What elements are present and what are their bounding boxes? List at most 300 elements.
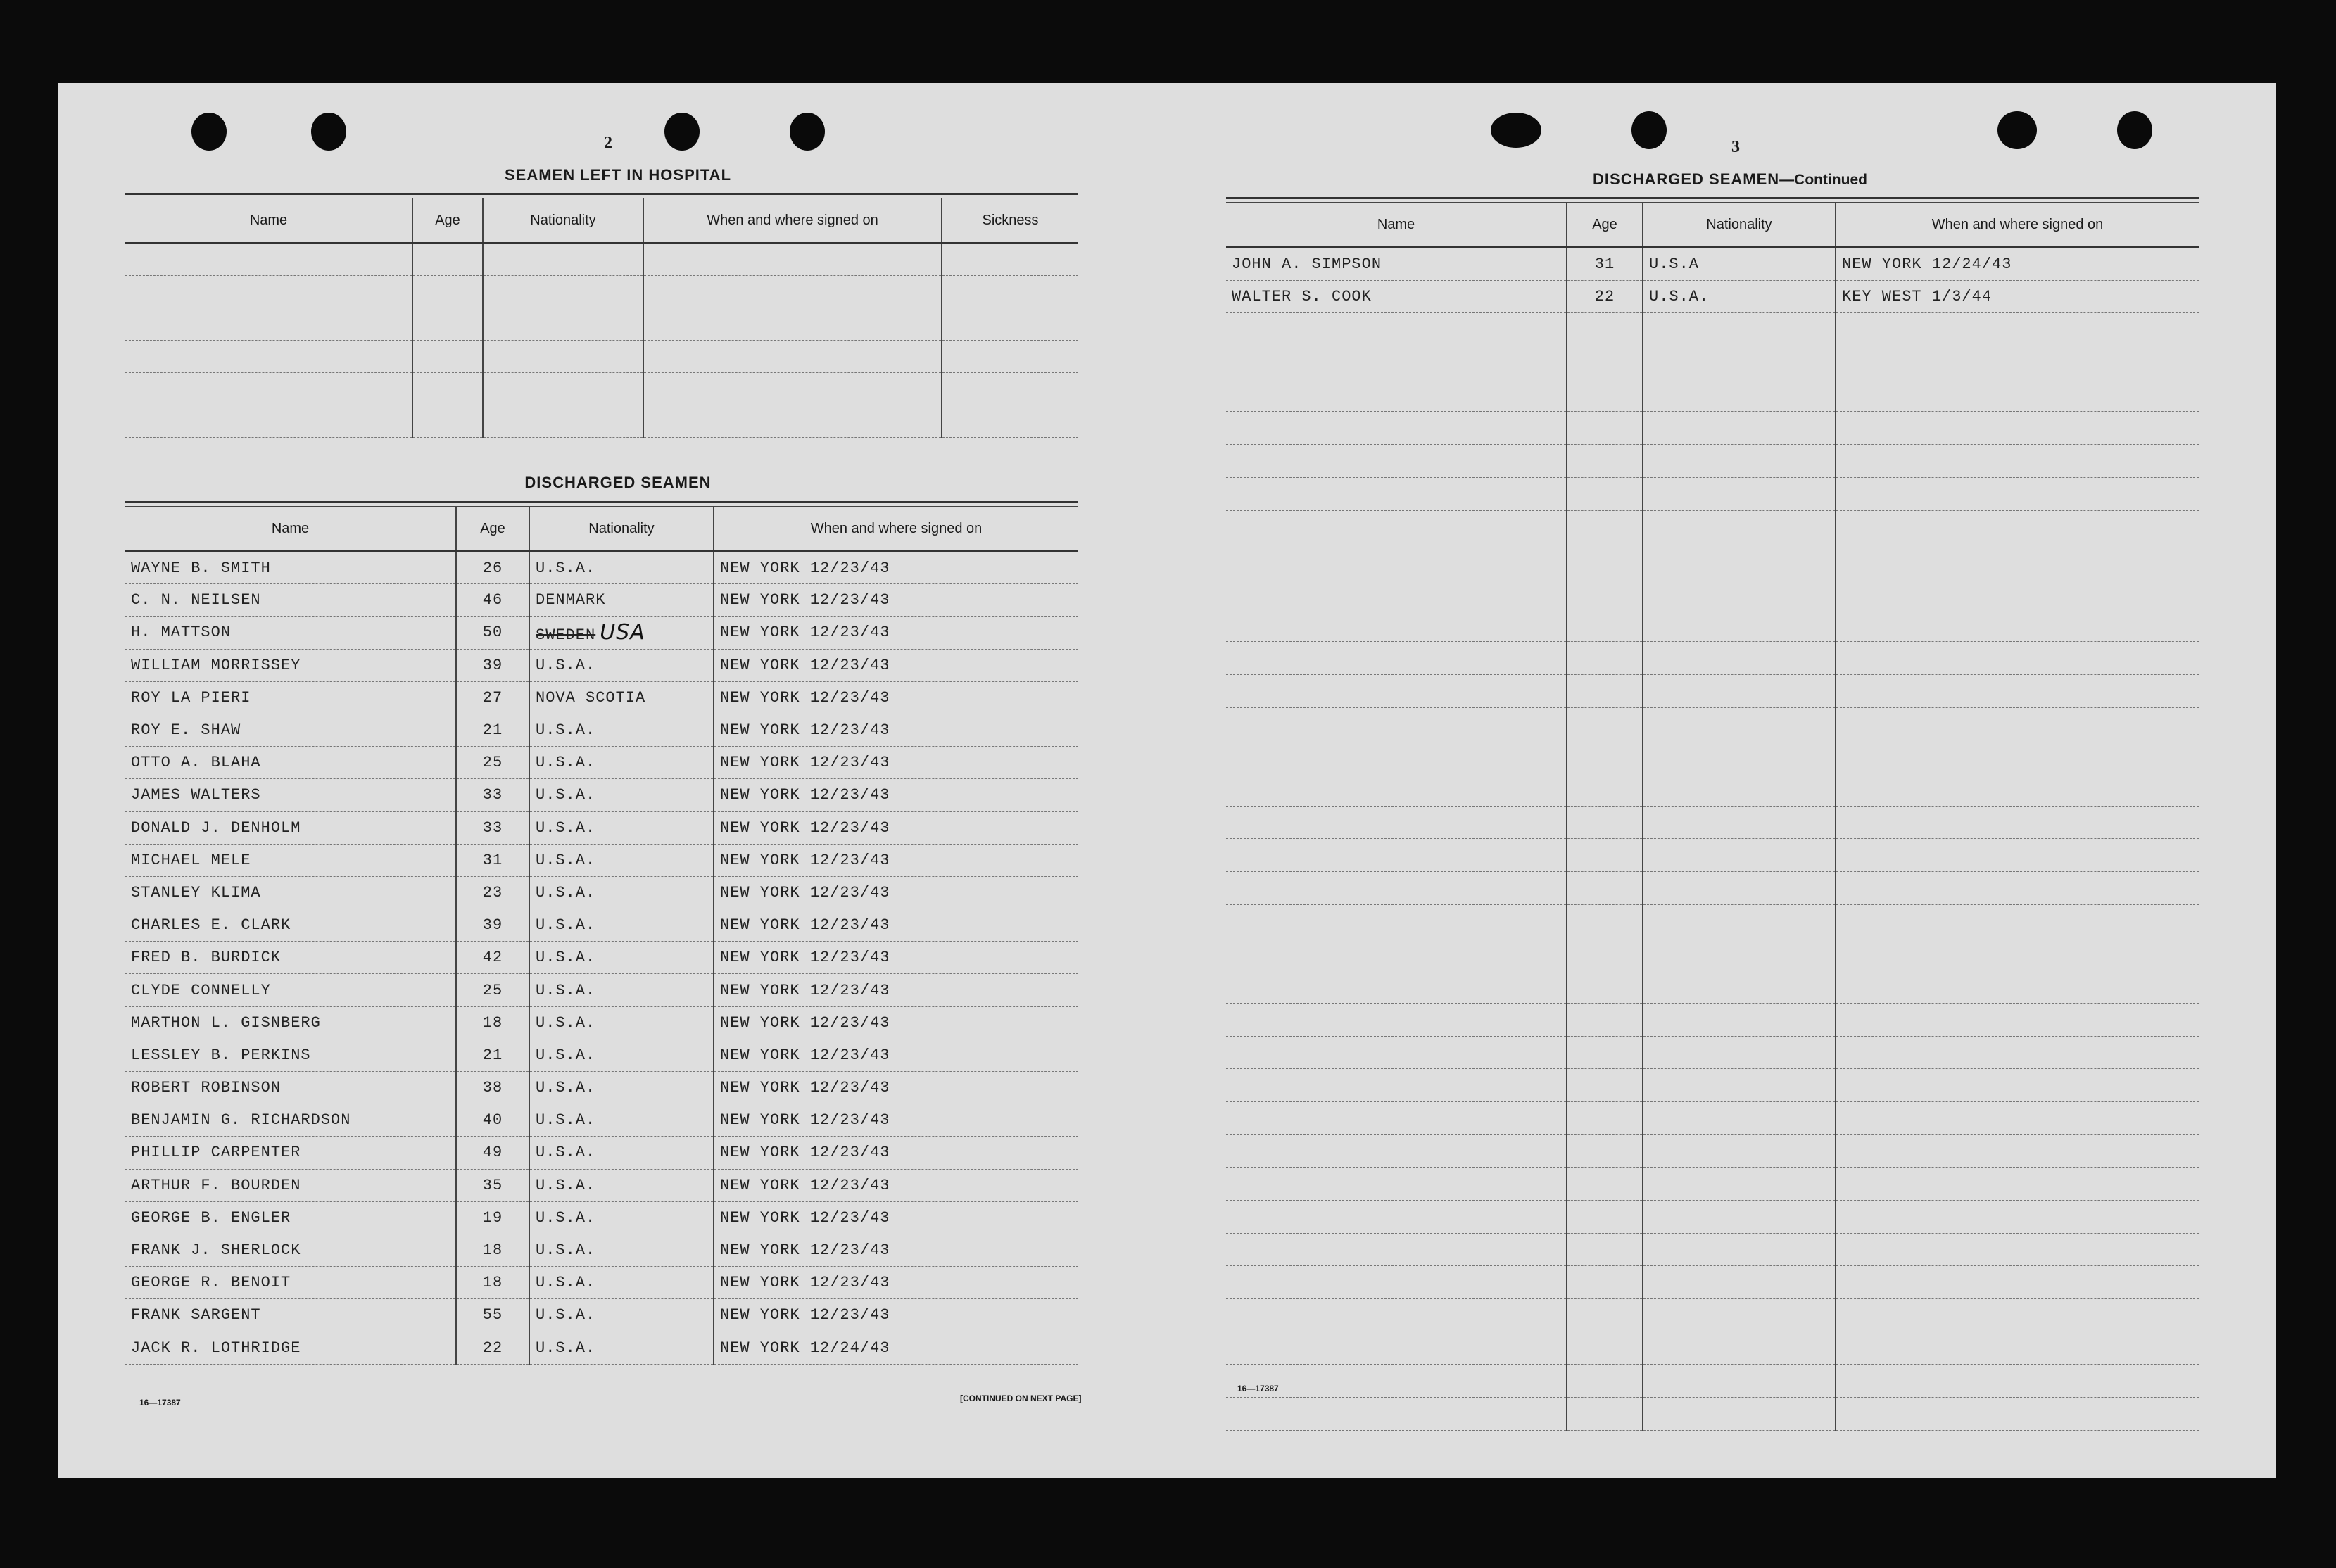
nationality-text: U.S.A. [536, 656, 596, 674]
empty-cell [1567, 773, 1643, 807]
empty-cell [1643, 445, 1836, 478]
table-row [1226, 1365, 2199, 1398]
seaman-name: MICHAEL MELE [125, 844, 456, 876]
empty-cell [1643, 904, 1836, 937]
empty-cell [1226, 1266, 1567, 1299]
table-row [125, 1299, 1078, 1332]
seaman-name: ARTHUR F. BOURDEN [125, 1169, 456, 1201]
empty-cell [1226, 1332, 1567, 1365]
seaman-signed-on: NEW YORK 12/23/43 [714, 1299, 1078, 1332]
nationality-text: U.S.A. [536, 754, 596, 772]
empty-cell [643, 308, 942, 341]
seaman-name: JOHN A. SIMPSON [1226, 248, 1567, 281]
empty-cell [1836, 1036, 2199, 1069]
empty-cell [1836, 740, 2199, 773]
table-row [125, 942, 1078, 974]
punch-hole [1631, 111, 1667, 149]
punch-hole [664, 113, 700, 151]
empty-cell [1836, 904, 2199, 937]
seaman-signed-on: NEW YORK 12/23/43 [714, 552, 1078, 584]
nationality-text: SWEDEN [536, 626, 596, 645]
seaman-nationality [529, 811, 714, 844]
seaman-nationality [529, 1072, 714, 1104]
table-row [1226, 1069, 2199, 1102]
empty-cell [125, 341, 412, 373]
empty-cell [1836, 445, 2199, 478]
empty-cell [1226, 412, 1567, 445]
empty-cell [412, 244, 483, 276]
empty-cell [1567, 674, 1643, 707]
empty-cell [1567, 707, 1643, 740]
punch-hole [1997, 111, 2037, 149]
empty-cell [1567, 346, 1643, 379]
seaman-name: BENJAMIN G. RICHARDSON [125, 1104, 456, 1137]
column-header: Nationality [483, 198, 643, 244]
empty-cell [1836, 576, 2199, 609]
seaman-nationality [529, 974, 714, 1006]
seaman-nationality [529, 552, 714, 584]
empty-cell [1643, 872, 1836, 905]
empty-cell [125, 373, 412, 405]
seaman-signed-on: NEW YORK 12/23/43 [714, 1201, 1078, 1234]
punch-hole [1491, 113, 1541, 148]
empty-cell [125, 405, 412, 438]
table-row [125, 1072, 1078, 1104]
empty-cell [1836, 346, 2199, 379]
empty-cell [1226, 707, 1567, 740]
table-row [125, 373, 1078, 405]
empty-cell [643, 405, 942, 438]
empty-cell [1836, 642, 2199, 675]
empty-cell [1226, 1003, 1567, 1036]
empty-cell [1567, 477, 1643, 510]
seaman-name: WAYNE B. SMITH [125, 552, 456, 584]
seaman-age: 25 [456, 747, 529, 779]
seaman-name: GEORGE B. ENGLER [125, 1201, 456, 1234]
table-row [125, 909, 1078, 942]
empty-cell [1226, 970, 1567, 1004]
column-header: Name [125, 198, 412, 244]
table-row [1226, 609, 2199, 642]
form-number: 16—17387 [139, 1398, 181, 1408]
empty-cell [1643, 412, 1836, 445]
seaman-nationality [529, 649, 714, 681]
table-row [125, 747, 1078, 779]
table-row [125, 681, 1078, 714]
empty-cell [942, 373, 1078, 405]
empty-cell [1836, 1233, 2199, 1266]
seaman-nationality [529, 1137, 714, 1169]
empty-cell [1226, 1069, 1567, 1102]
empty-cell [412, 341, 483, 373]
seaman-signed-on: NEW YORK 12/23/43 [714, 714, 1078, 746]
seaman-signed-on: NEW YORK 12/23/43 [714, 1234, 1078, 1266]
empty-cell [1226, 477, 1567, 510]
empty-cell [1643, 1332, 1836, 1365]
seaman-signed-on: NEW YORK 12/23/43 [714, 1169, 1078, 1201]
empty-cell [1643, 1101, 1836, 1134]
empty-cell [1836, 1069, 2199, 1102]
seaman-age: 40 [456, 1104, 529, 1137]
seaman-signed-on: NEW YORK 12/23/43 [714, 1039, 1078, 1071]
table-row [1226, 642, 2199, 675]
empty-cell [1643, 510, 1836, 543]
column-header: When and where signed on [643, 198, 942, 244]
nationality-text: U.S.A. [536, 1208, 596, 1227]
empty-cell [483, 276, 643, 308]
empty-cell [1643, 970, 1836, 1004]
seaman-age: 31 [456, 844, 529, 876]
seaman-age: 42 [456, 942, 529, 974]
seaman-nationality [529, 584, 714, 617]
empty-cell [483, 341, 643, 373]
empty-cell [1643, 1299, 1836, 1332]
section-rule [125, 501, 1078, 507]
empty-cell [1226, 313, 1567, 346]
ledger-sheet [58, 83, 2276, 1478]
seaman-signed-on: NEW YORK 12/23/43 [714, 1137, 1078, 1169]
discharged-section-title: DISCHARGED SEAMEN [524, 474, 712, 491]
empty-cell [1226, 740, 1567, 773]
table-row [125, 779, 1078, 811]
empty-cell [1567, 970, 1643, 1004]
seaman-age: 31 [1567, 248, 1643, 281]
nationality-text: U.S.A. [536, 1306, 596, 1324]
seaman-nationality [529, 1234, 714, 1266]
empty-cell [1567, 1069, 1643, 1102]
seaman-age: 39 [456, 909, 529, 942]
section-rule [125, 193, 1078, 198]
empty-cell [1226, 576, 1567, 609]
table-row [1226, 674, 2199, 707]
nationality-text: U.S.A. [536, 1046, 596, 1064]
page-number: 3 [1731, 138, 1740, 156]
nationality-text: DENMARK [536, 591, 606, 609]
empty-cell [1836, 412, 2199, 445]
table-row [125, 405, 1078, 438]
empty-cell [1226, 642, 1567, 675]
table-row [1226, 740, 2199, 773]
table-row [1226, 510, 2199, 543]
seaman-name: PHILLIP CARPENTER [125, 1137, 456, 1169]
seaman-nationality [529, 1299, 714, 1332]
seaman-age: 19 [456, 1201, 529, 1234]
table-row [125, 308, 1078, 341]
table-row [125, 1201, 1078, 1234]
column-header: Nationality [1643, 203, 1836, 248]
empty-cell [1643, 1168, 1836, 1201]
column-header: Age [412, 198, 483, 244]
nationality-text: NOVA SCOTIA [536, 688, 646, 707]
column-header: Age [1567, 203, 1643, 248]
empty-cell [1226, 543, 1567, 576]
seaman-signed-on: NEW YORK 12/23/43 [714, 1104, 1078, 1137]
table-row [1226, 379, 2199, 412]
seaman-name: ROY LA PIERI [125, 681, 456, 714]
table-row [1226, 543, 2199, 576]
empty-cell [1643, 674, 1836, 707]
table-row [125, 811, 1078, 844]
seaman-name: ROBERT ROBINSON [125, 1072, 456, 1104]
seaman-signed-on: NEW YORK 12/23/43 [714, 974, 1078, 1006]
seaman-age: 50 [456, 617, 529, 649]
nationality-text: U.S.A. [536, 1241, 596, 1260]
column-header: Name [125, 507, 456, 552]
empty-cell [1226, 609, 1567, 642]
seaman-age: 49 [456, 1137, 529, 1169]
seaman-name: OTTO A. BLAHA [125, 747, 456, 779]
seaman-name: MARTHON L. GISNBERG [125, 1006, 456, 1039]
handwritten-correction: USA [600, 620, 645, 645]
empty-cell [1567, 937, 1643, 970]
discharged-table [125, 507, 1078, 1365]
seaman-name: WALTER S. COOK [1226, 280, 1567, 313]
empty-cell [1643, 1266, 1836, 1299]
empty-cell [1226, 806, 1567, 839]
page-number: 2 [604, 134, 612, 152]
empty-cell [1567, 1266, 1643, 1299]
empty-cell [1643, 1233, 1836, 1266]
seaman-signed-on: NEW YORK 12/23/43 [714, 584, 1078, 617]
empty-cell [1643, 839, 1836, 872]
empty-cell [1567, 1200, 1643, 1233]
table-row [1226, 1299, 2199, 1332]
empty-cell [1226, 1398, 1567, 1431]
table-row [1226, 904, 2199, 937]
empty-cell [942, 308, 1078, 341]
table-row [1226, 806, 2199, 839]
empty-cell [1567, 1134, 1643, 1168]
empty-cell [1836, 937, 2199, 970]
seaman-signed-on: NEW YORK 12/23/43 [714, 1006, 1078, 1039]
empty-cell [1226, 510, 1567, 543]
empty-cell [1567, 839, 1643, 872]
seaman-signed-on: NEW YORK 12/23/43 [714, 1267, 1078, 1299]
seaman-name: GEORGE R. BENOIT [125, 1267, 456, 1299]
table-row [125, 649, 1078, 681]
empty-cell [1836, 773, 2199, 807]
empty-cell [1226, 1200, 1567, 1233]
column-header: When and where signed on [1836, 203, 2199, 248]
seaman-nationality [529, 876, 714, 909]
empty-cell [1643, 707, 1836, 740]
empty-cell [1226, 872, 1567, 905]
nationality-text: U.S.A. [536, 721, 596, 740]
table-row [1226, 445, 2199, 478]
empty-cell [942, 276, 1078, 308]
table-row [1226, 1101, 2199, 1134]
table-row [125, 1332, 1078, 1364]
seaman-nationality [529, 942, 714, 974]
table-row [1226, 313, 2199, 346]
table-row [1226, 839, 2199, 872]
nationality-text: U.S.A. [536, 1079, 596, 1097]
column-header: When and where signed on [714, 507, 1078, 552]
hospital-section-title: SEAMEN LEFT IN HOSPITAL [504, 166, 732, 184]
empty-cell [1643, 313, 1836, 346]
empty-cell [1567, 445, 1643, 478]
seaman-age: 33 [456, 779, 529, 811]
empty-cell [1836, 1365, 2199, 1398]
seaman-name: LESSLEY B. PERKINS [125, 1039, 456, 1071]
empty-cell [1836, 1398, 2199, 1431]
seaman-signed-on: NEW YORK 12/23/43 [714, 747, 1078, 779]
seaman-name: JACK R. LOTHRIDGE [125, 1332, 456, 1364]
table-row [1226, 707, 2199, 740]
nationality-text: U.S.A. [536, 818, 596, 837]
empty-cell [1643, 477, 1836, 510]
empty-cell [643, 373, 942, 405]
seaman-age: 35 [456, 1169, 529, 1201]
punch-hole [2117, 111, 2152, 149]
table-row [1226, 937, 2199, 970]
empty-cell [1836, 313, 2199, 346]
empty-cell [1836, 674, 2199, 707]
empty-cell [1643, 1200, 1836, 1233]
seaman-signed-on: NEW YORK 12/23/43 [714, 811, 1078, 844]
empty-cell [1643, 1003, 1836, 1036]
empty-cell [1567, 1365, 1643, 1398]
table-row [1226, 576, 2199, 609]
seaman-nationality [529, 714, 714, 746]
seaman-signed-on: NEW YORK 12/23/43 [714, 617, 1078, 649]
empty-cell [1226, 1101, 1567, 1134]
empty-cell [1226, 1168, 1567, 1201]
empty-cell [1836, 609, 2199, 642]
empty-cell [1643, 576, 1836, 609]
empty-cell [1567, 1233, 1643, 1266]
table-row [1226, 1134, 2199, 1168]
table-row [1226, 1168, 2199, 1201]
seaman-name: CLYDE CONNELLY [125, 974, 456, 1006]
seaman-age: 18 [456, 1234, 529, 1266]
column-header: Name [1226, 203, 1567, 248]
empty-cell [412, 373, 483, 405]
column-header: Sickness [942, 198, 1078, 244]
nationality-text: U.S.A. [536, 786, 596, 804]
seaman-nationality [529, 1039, 714, 1071]
empty-cell [1567, 412, 1643, 445]
empty-cell [942, 405, 1078, 438]
table-row [125, 552, 1078, 584]
empty-cell [1643, 1069, 1836, 1102]
discharged-continued-table [1226, 203, 2199, 1431]
empty-cell [1567, 510, 1643, 543]
seaman-nationality [529, 681, 714, 714]
seaman-age: 21 [456, 1039, 529, 1071]
nationality-text: U.S.A. [536, 559, 596, 577]
seaman-age: 18 [456, 1006, 529, 1039]
empty-cell [643, 244, 942, 276]
seaman-name: C. N. NEILSEN [125, 584, 456, 617]
empty-cell [1643, 1365, 1836, 1398]
seaman-name: JAMES WALTERS [125, 779, 456, 811]
empty-cell [1226, 839, 1567, 872]
empty-cell [1226, 1036, 1567, 1069]
discharged-continued-title [1226, 170, 2234, 189]
seaman-age: 55 [456, 1299, 529, 1332]
form-number: 16—17387 [1237, 1384, 1279, 1393]
empty-cell [1836, 872, 2199, 905]
empty-cell [1643, 1134, 1836, 1168]
nationality-text: U.S.A. [536, 1176, 596, 1194]
empty-cell [1836, 806, 2199, 839]
empty-cell [1567, 872, 1643, 905]
table-row [1226, 280, 2199, 313]
table-row [125, 844, 1078, 876]
seaman-age: 25 [456, 974, 529, 1006]
seaman-age: 22 [1567, 280, 1643, 313]
table-row [1226, 872, 2199, 905]
column-header: Nationality [529, 507, 714, 552]
seaman-nationality [529, 1332, 714, 1364]
empty-cell [1567, 1332, 1643, 1365]
empty-cell [1836, 1101, 2199, 1134]
table-row [1226, 1266, 2199, 1299]
empty-cell [483, 405, 643, 438]
empty-cell [643, 276, 942, 308]
empty-cell [1643, 773, 1836, 807]
seaman-signed-on: NEW YORK 12/23/43 [714, 909, 1078, 942]
nationality-text: U.S.A. [536, 1111, 596, 1130]
nationality-text: U.S.A. [536, 1274, 596, 1292]
table-row [1226, 773, 2199, 807]
empty-cell [125, 276, 412, 308]
empty-cell [1567, 576, 1643, 609]
title-main: DISCHARGED SEAMEN [1593, 170, 1780, 188]
empty-cell [942, 244, 1078, 276]
empty-cell [942, 341, 1078, 373]
table-row [125, 1267, 1078, 1299]
table-row [125, 1234, 1078, 1266]
seaman-age: 39 [456, 649, 529, 681]
empty-cell [1643, 1398, 1836, 1431]
empty-cell [1567, 806, 1643, 839]
seaman-name: WILLIAM MORRISSEY [125, 649, 456, 681]
seaman-signed-on: NEW YORK 12/24/43 [1836, 248, 2199, 281]
title-continued: —Continued [1779, 172, 1867, 188]
empty-cell [1643, 346, 1836, 379]
seaman-signed-on: NEW YORK 12/23/43 [714, 876, 1078, 909]
table-row [1226, 477, 2199, 510]
seaman-age: 18 [456, 1267, 529, 1299]
seaman-age: 33 [456, 811, 529, 844]
seaman-nationality [529, 1267, 714, 1299]
empty-cell [1567, 1398, 1643, 1431]
empty-cell [412, 405, 483, 438]
nationality-text: U.S.A. [536, 1144, 596, 1162]
empty-cell [643, 341, 942, 373]
empty-cell [1567, 1299, 1643, 1332]
seaman-name: CHARLES E. CLARK [125, 909, 456, 942]
seaman-signed-on: NEW YORK 12/23/43 [714, 649, 1078, 681]
empty-cell [1226, 346, 1567, 379]
table-row [125, 584, 1078, 617]
seaman-nationality [529, 1169, 714, 1201]
empty-cell [1226, 445, 1567, 478]
table-row [125, 617, 1078, 649]
empty-cell [1567, 1101, 1643, 1134]
empty-cell [1567, 1168, 1643, 1201]
empty-cell [412, 276, 483, 308]
seaman-signed-on: NEW YORK 12/23/43 [714, 942, 1078, 974]
nationality-text: U.S.A. [536, 916, 596, 935]
empty-cell [1643, 642, 1836, 675]
table-row [125, 1169, 1078, 1201]
seaman-signed-on: KEY WEST 1/3/44 [1836, 280, 2199, 313]
empty-cell [1643, 937, 1836, 970]
empty-cell [1836, 1134, 2199, 1168]
